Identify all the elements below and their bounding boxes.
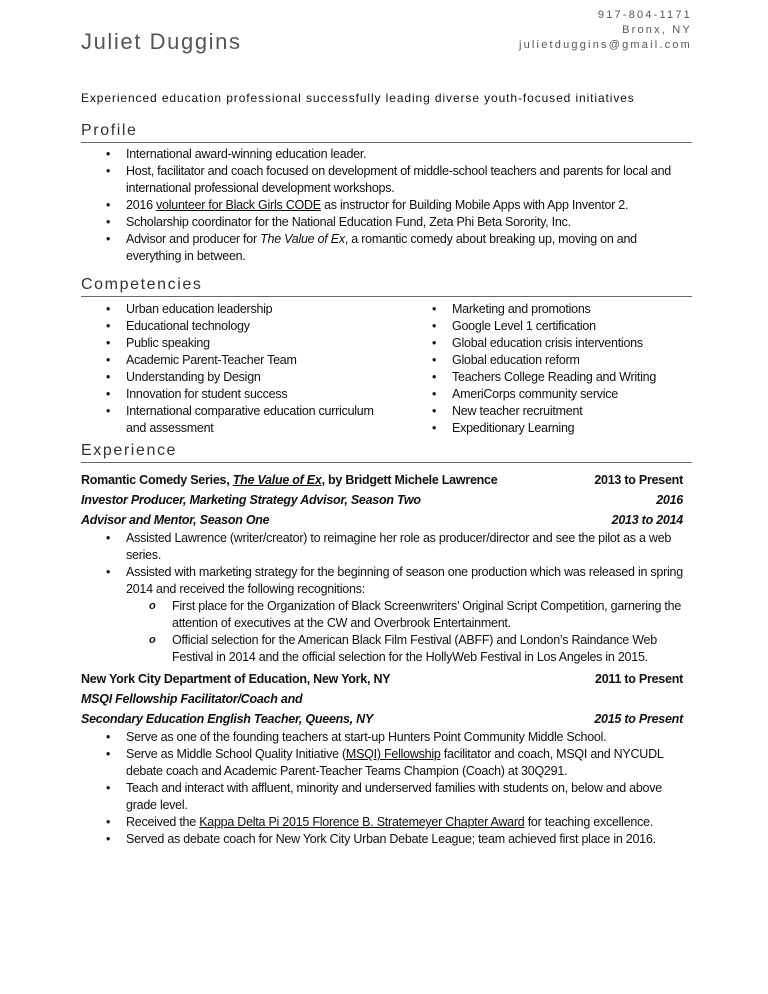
role-row — [81, 689, 683, 709]
link-msqi-fellowship[interactable]: MSQI) Fellowship — [345, 747, 441, 761]
text: The Value of Ex — [260, 232, 345, 246]
contact-block — [519, 8, 692, 53]
competency-item: • AmeriCorps community service — [407, 386, 692, 403]
list-item — [81, 746, 692, 780]
list-item: • Assisted Lawrence (writer/creator) to reimagine her role as producer/director and see the pilot as a web series. — [81, 530, 692, 564]
competencies-section — [81, 275, 692, 437]
list-item: • Assisted with marketing strategy for the beginning of season one production which was released in spring 2014 and received the following recognitions: — [81, 564, 692, 598]
role-row — [81, 510, 683, 530]
profile-section — [81, 121, 692, 265]
section-heading: Experience — [81, 441, 692, 463]
sub-list-item: o Official selection for the American Black Film Festival (ABFF) and London’s Raindance Web Festival in 2014 and the official selection for the HollyWeb Festival in Los Angeles in 2015. — [81, 632, 692, 666]
text: 2016 — [126, 198, 157, 212]
experience-section — [81, 441, 692, 848]
list-item: • International award-winning education leader. — [81, 146, 692, 163]
section-heading: Competencies — [81, 275, 692, 297]
competency-item: • Urban education leadership — [81, 301, 407, 318]
role-title: MSQI Fellowship Facilitator/Coach and — [81, 692, 303, 706]
competency-item: • Public speaking — [81, 335, 407, 352]
link-value-of-ex[interactable]: The Value of Ex — [232, 473, 322, 487]
list-item — [81, 814, 692, 831]
role-dates: 2016 — [656, 493, 683, 507]
job-org: New York City Department of Education, New York, NY — [81, 672, 391, 686]
link-black-girls-code[interactable]: volunteer for Black Girls CODE — [156, 198, 321, 212]
competency-item: • Google Level 1 certification — [407, 318, 692, 335]
job-dates: 2011 to Present — [595, 672, 683, 686]
competencies-right — [407, 301, 692, 437]
competencies-left — [81, 301, 407, 437]
name-heading: Juliet Duggins — [81, 29, 242, 54]
list-item — [81, 231, 692, 265]
text: Romantic Comedy Series, — [81, 473, 233, 487]
job-dates: 2013 to Present — [594, 473, 683, 487]
competency-item: • Educational technology — [81, 318, 407, 335]
role-row — [81, 490, 683, 510]
link-kappa-delta-pi-award[interactable]: Kappa Delta Pi 2015 Florence B. Stratemeyer Chapter Award — [199, 815, 525, 829]
text: as instructor for Building Mobile Apps with App Inventor 2. — [320, 198, 629, 212]
competency-item: • International comparative education curriculum and assessment — [81, 403, 386, 437]
list-item: • Scholarship coordinator for the National Education Fund, Zeta Phi Beta Sorority, Inc. — [81, 214, 692, 231]
job-org — [81, 470, 497, 490]
location: Bronx, NY — [622, 24, 692, 36]
competency-item: • Understanding by Design — [81, 369, 407, 386]
job-header — [81, 669, 683, 689]
role-dates: 2015 to Present — [594, 712, 683, 726]
tagline: Experienced education professional successfully leading diverse youth-focused initiatives — [81, 91, 635, 105]
text: Serve as Middle School Quality Initiative ( — [126, 747, 346, 761]
email: julietduggins@gmail.com — [518, 39, 692, 51]
sub-list-item: o First place for the Organization of Black Screenwriters’ Original Script Competition, garnering the attention of executives at the CW and Overbrook Entertainment. — [81, 598, 692, 632]
text: for teaching excellence. — [524, 815, 654, 829]
competency-item: • Teachers College Reading and Writing — [407, 369, 692, 386]
text: facilitator and coach, MSQI and NYCUDL debate coach and Academic Parent-Teacher Teams Champion (Coach) at 30Q291. — [126, 747, 664, 778]
competency-item: • Global education reform — [407, 352, 692, 369]
role-title: Investor Producer, Marketing Strategy Advisor, Season Two — [81, 493, 421, 507]
job-header — [81, 470, 683, 490]
competency-item: • Global education crisis interventions — [407, 335, 692, 352]
role-title: Advisor and Mentor, Season One — [81, 513, 270, 527]
list-item: • Served as debate coach for New York City Urban Debate League; team achieved first place in 2016. — [81, 831, 692, 848]
role-title: Secondary Education English Teacher, Queens, NY — [81, 712, 374, 726]
text: Advisor and producer for — [126, 232, 261, 246]
list-item: • Host, facilitator and coach focused on development of middle-school teachers and parents for local and international professional development workshops. — [81, 163, 692, 197]
section-heading: Profile — [81, 121, 692, 143]
list-item — [81, 197, 692, 214]
competency-item: • Marketing and promotions — [407, 301, 692, 318]
competency-item: • Academic Parent-Teacher Team — [81, 352, 407, 369]
phone: 917-804-1171 — [597, 9, 692, 21]
text: , by Bridgett Michele Lawrence — [321, 473, 498, 487]
competency-item: • Expeditionary Learning — [407, 420, 692, 437]
role-row — [81, 709, 683, 729]
list-item: • Teach and interact with affluent, minority and underserved families with students on, below and above grade level. — [81, 780, 692, 814]
competency-item: • Innovation for student success — [81, 386, 407, 403]
text: , a romantic comedy about breaking up, moving on and everything in between. — [126, 232, 637, 263]
role-dates: 2013 to 2014 — [611, 513, 683, 527]
list-item: • Serve as one of the founding teachers at start-up Hunters Point Community Middle School. — [81, 729, 692, 746]
competency-item: • New teacher recruitment — [407, 403, 692, 420]
text: Received the — [126, 815, 200, 829]
